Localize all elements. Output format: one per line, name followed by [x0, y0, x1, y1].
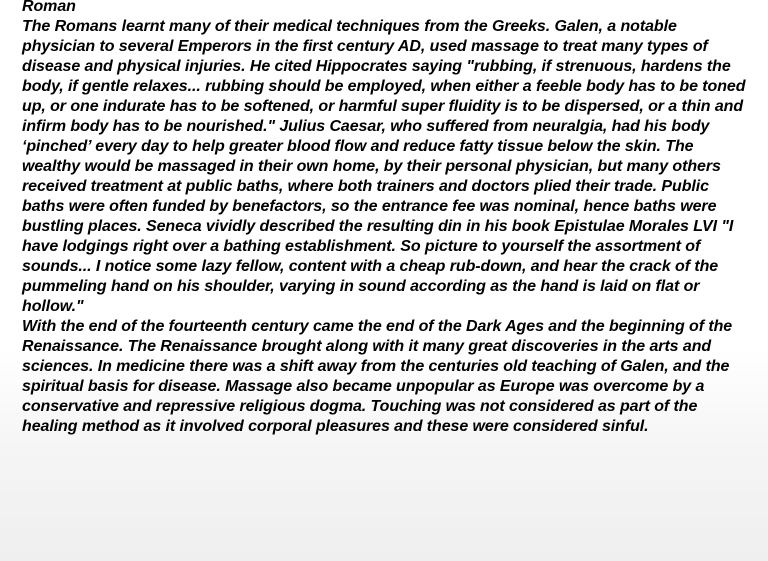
paragraph-renaissance: With the end of the fourteenth century came the end of the Dark Ages and the beginning of the Renaissance. The Renaissance brought along with it many great discoveries in the arts and sciences. In medicine there was a shift away from the centuries old teaching of Galen, and the spiritual basis for disease. Massage also became unpopular as Europe was overcome by a conservative and repressive religious dogma. Touching was not considered as part of the healing method as it involved corporal pleasures and these were considered sinful. — [22, 318, 733, 435]
document-body — [22, 0, 752, 437]
paragraph-roman-massage: The Romans learnt many of their medical techniques from the Greeks. Galen, a notable physician to several Emperors in the first century AD, used massage to treat many types of disease and physical injuries. He cited Hippocrates saying "rubbing, if strenuous, hardens the body, if gentle relaxes... rubbing should be employed, when either a feeble body has to be toned up, or one indurate has to be softened, or harmful super fluidity is to be dispersed, or a thin and infirm body has to be nourished." Julius Caesar, who suffered from neuralgia, had his body ‘pinched’ every day to help greater blood flow and reduce fatty tissue below the skin. The wealthy would be massaged in their own home, by their personal physician, but many others received treatment at public baths, where both trainers and doctors plied their trade. Public baths were often funded by benefactors, so the entrance fee was nominal, hence baths were bustling places. Seneca vividly described the resulting din in his book Epistulae Morales LVI "I have lodgings right over a bathing establishment. So picture to yourself the assortment of sounds... I notice some lazy fellow, content with a cheap rub-down, and hear the crack of the pummeling hand on his shoulder, varying in sound according as the hand is laid on flat or hollow." — [22, 18, 746, 315]
section-heading: Roman — [22, 0, 76, 15]
